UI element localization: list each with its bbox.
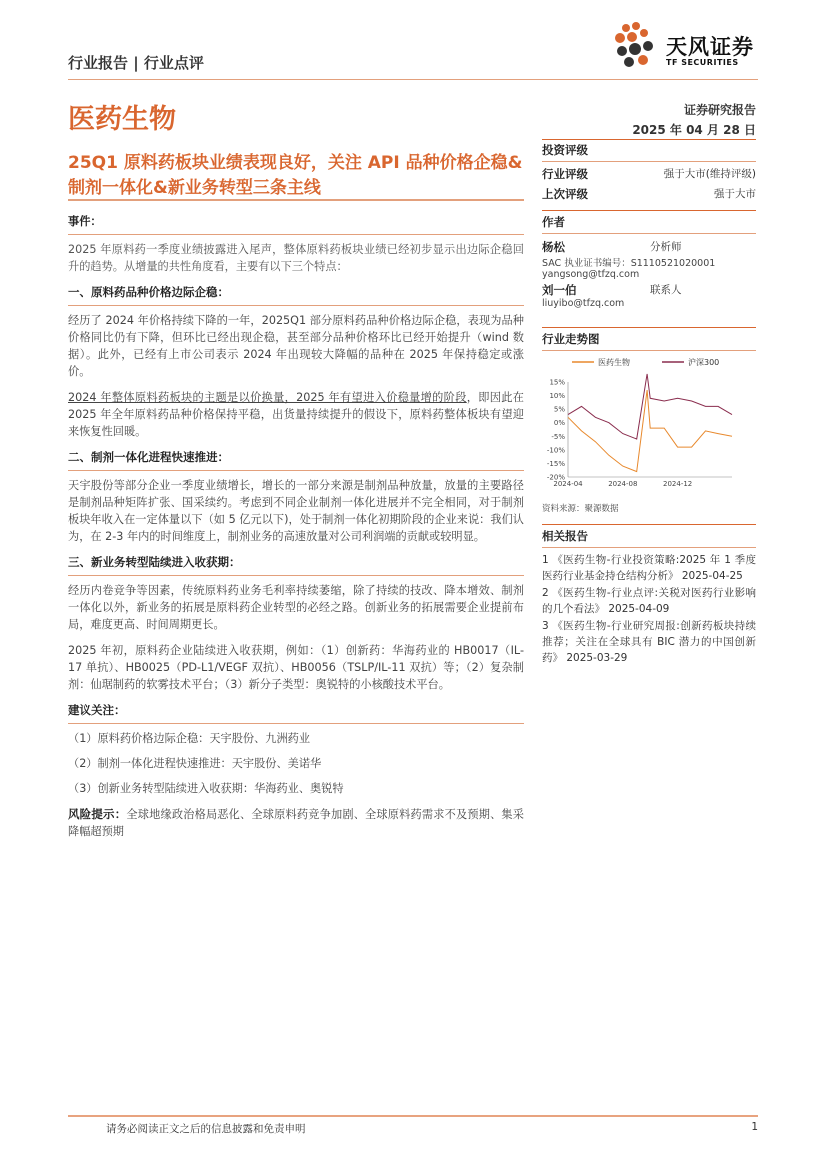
trend-heading: 行业走势图 [542, 332, 600, 346]
y-tick-label: -15% [546, 459, 565, 468]
author-divider [542, 233, 756, 234]
tf-logo-icon [612, 20, 664, 72]
y-tick-label: -20% [546, 473, 565, 482]
author-1-cert: SAC 执业证书编号：S1110521020001 [542, 258, 716, 269]
legend-label: 医药生物 [598, 358, 630, 367]
recommendation-item: （1）原料药价格边际企稳：天宇股份、九洲药业 [68, 732, 311, 745]
y-tick-label: -5% [551, 432, 565, 441]
section-3-divider [68, 575, 524, 576]
related-block [542, 524, 756, 666]
section-1-paragraph-2 [68, 389, 524, 440]
x-tick-label: 2024-04 [553, 480, 583, 488]
title-divider [68, 199, 524, 201]
related-report-item[interactable]: 1 《医药生物-行业投资策略:2025 年 1 季度医药行业基金持仓结构分析》 2025-04-25 [542, 554, 756, 582]
related-divider [542, 547, 756, 548]
industry-rating-label: 行业评级 [542, 167, 588, 181]
y-tick-label: -10% [546, 446, 565, 455]
x-tick-label: 2024-08 [608, 480, 638, 488]
section-1-divider [68, 305, 524, 306]
page-number: 1 [751, 1121, 758, 1133]
rating-top-rule [542, 139, 756, 140]
previous-rating-label: 上次评级 [542, 187, 588, 201]
section-1-paragraph-2-rest: ，即因此在 2025 年全年原料药品种价格保持平稳，出货量持续提升的假设下，原料药整体板块有望迎来恢复性回暖。 [68, 391, 524, 438]
author-1-email[interactable]: yangsong@tfzq.com [542, 269, 640, 280]
author-block [542, 210, 756, 309]
rating-heading: 投资评级 [542, 143, 588, 157]
y-tick-label: 15% [549, 378, 565, 387]
section-2-divider [68, 470, 524, 471]
section-1-paragraph-1: 经历了 2024 年价格持续下降的一年，2025Q1 部分原料药品种价格边际企稳，表现为品种价格同比仍有下降，但环比已经出现企稳，甚至部分品种价格环比已经开始提升（wind 数据）。此外，已经有上市公司表示 2024 年出现较大降幅的品种在 2025 年保持稳定或涨价。 [68, 314, 524, 378]
author-1-row [542, 239, 756, 255]
series-line [568, 374, 732, 439]
section-1-heading: 一、原料药品种价格边际企稳： [68, 285, 229, 299]
section-3-paragraph-1: 经历内卷竞争等因素，传统原料药业务毛利率持续萎缩，除了持续的技改、降本增效、制剂一体化以外，新业务的拓展是原料药企业转型的必经之路。创新业务的拓展需要企业提前布局，难度更高、时间周期更长。 [68, 584, 524, 631]
series-line [568, 390, 732, 472]
trend-chart [542, 352, 756, 492]
risk-text: 全球地缘政治格局恶化、全球原料药竞争加剧、全球原料药需求不及预期、集采降幅超预期 [68, 808, 524, 838]
author-1-role: 分析师 [650, 241, 682, 253]
section-3-heading: 三、新业务转型陆续进入收获期： [68, 555, 241, 569]
footer-disclaimer[interactable]: 请务必阅读正文之后的信息披露和免责申明 [106, 1123, 306, 1135]
event-text: 2025 年原料药一季度业绩披露进入尾声，整体原料药板块业绩已经初步显示出边际企稳回升的趋势。从增量的共性角度看，主要有以下三个特点： [68, 243, 524, 273]
report-category: 行业报告 | 行业点评 [68, 54, 204, 72]
event-divider [68, 234, 524, 235]
section-1-highlight: 2024 年整体原料药板块的主题是以价换量，2025 年有望进入价稳量增的阶段 [68, 391, 467, 404]
author-1-name: 杨松 [542, 240, 565, 254]
trend-divider [542, 350, 756, 351]
main-content [68, 213, 524, 840]
related-report-item[interactable]: 2 《医药生物-行业点评:关税对医药行业影响的几个看法》 2025-04-09 [542, 587, 756, 615]
section-2-heading: 二、制剂一体化进程快速推进： [68, 450, 229, 464]
header-divider [68, 79, 758, 80]
brand-name: 天风证券 [666, 35, 754, 59]
legend-label: 沪深300 [688, 358, 720, 367]
author-2-name: 刘一伯 [542, 283, 577, 297]
event-label: 事件： [68, 215, 102, 228]
author-2-row [542, 282, 756, 298]
footer-divider [68, 1115, 758, 1117]
recommendation-item: （3）创新业务转型陆续进入收获期：华海药业、奥锐特 [68, 782, 344, 795]
y-tick-label: 5% [553, 405, 565, 414]
rating-block [542, 139, 756, 202]
industry-rating-row [542, 166, 756, 182]
risk-label: 风险提示： [68, 807, 127, 821]
recommendation-heading: 建议关注： [68, 703, 126, 717]
author-heading: 作者 [542, 215, 565, 229]
trend-top-rule [542, 327, 756, 328]
related-top-rule [542, 524, 756, 525]
report-type: 证券研究报告 [683, 103, 756, 117]
report-date: 2025 年 04 月 28 日 [632, 123, 756, 137]
related-report-item[interactable]: 3 《医药生物-行业研究周报:创新药板块持续推荐；关注在全球具有 BIC 潜力的中国创新药》 2025-03-29 [542, 620, 756, 664]
previous-rating-row [542, 186, 756, 202]
rating-divider [542, 161, 756, 162]
y-tick-label: 10% [549, 392, 565, 401]
recommendation-item: （2）制剂一体化进程快速推进：天宇股份、美诺华 [68, 757, 322, 770]
related-heading: 相关报告 [542, 529, 588, 543]
chart-source: 资料来源：聚源数据 [542, 504, 619, 514]
sector-title: 医药生物 [68, 104, 176, 135]
recommendation-divider [68, 723, 524, 724]
section-3-paragraph-2: 2025 年初，原料药企业陆续进入收获期，例如：（1）创新药：华海药业的 HB0017（IL-17 单抗）、HB0025（PD-L1/VEGF 双抗）、HB0056（TSLP/IL-11 双抗）等；（2）复杂制剂：仙琚制药的软雾技术平台；（3）新分子类型：奥锐特的小核酸技术平台。 [68, 644, 524, 691]
trend-block [542, 327, 756, 351]
section-2-paragraph-1: 天宇股份等部分企业一季度业绩增长，增长的一部分来源是制剂品种放量，放量的主要路径是制剂品种矩阵扩张、国采续约。考虑到不同企业制剂一体化进展并不完全相同，对于制剂板块年收入在一定体量以下（如 5 亿元以下)，处于制剂一体化初期阶段的企业来说：我们认为，在 2-3 年内的时间维度上，制剂业务的高速放量对公司利润端的贡献或较明显。 [68, 479, 524, 543]
author-top-rule [542, 210, 756, 211]
brand-name-en: TF SECURITIES [666, 58, 739, 67]
industry-rating-value: 强于大市(维持评级) [663, 168, 756, 180]
report-title: 25Q1 原料药板块业绩表现良好，关注 API 品种价格企稳&制剂一体化&新业务转型三条主线 [68, 153, 523, 198]
author-2-email[interactable]: liuyibo@tfzq.com [542, 298, 625, 309]
y-tick-label: 0% [553, 419, 565, 428]
x-tick-label: 2024-12 [663, 480, 693, 488]
author-2-role: 联系人 [650, 284, 682, 296]
previous-rating-value: 强于大市 [714, 188, 756, 200]
risk-paragraph [68, 806, 524, 840]
